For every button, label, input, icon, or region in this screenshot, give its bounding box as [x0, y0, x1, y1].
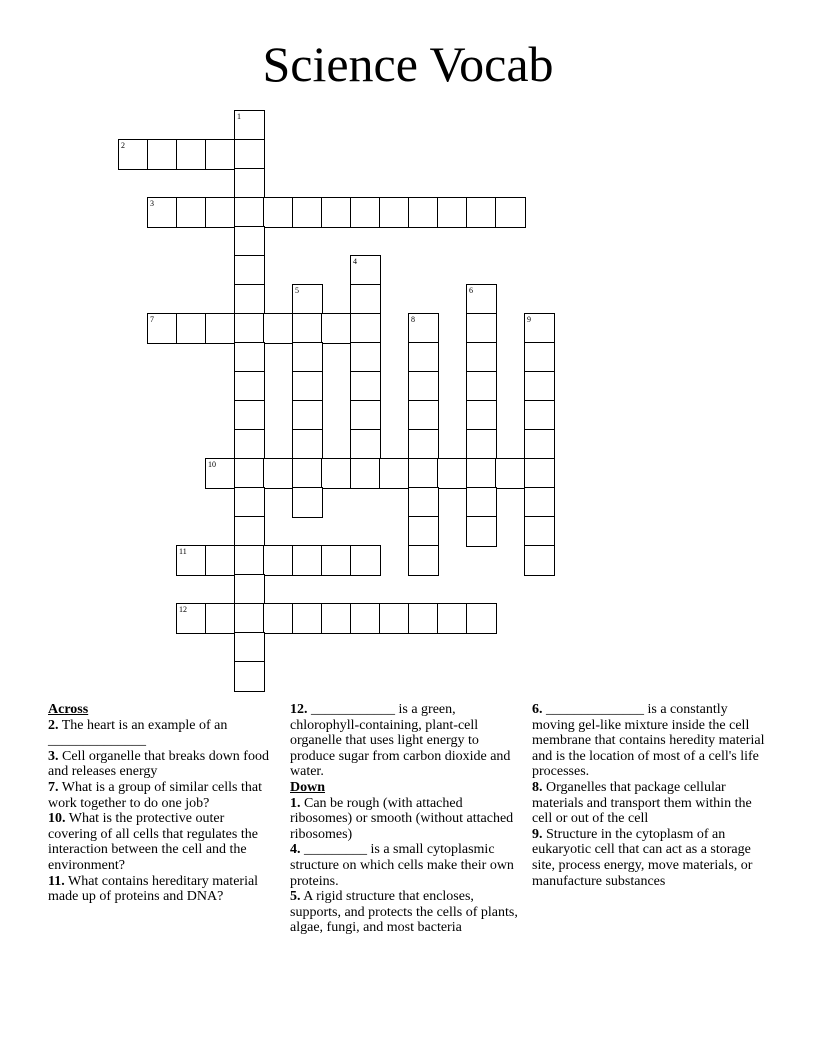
across-clue [48, 718, 276, 749]
grid-cell[interactable] [263, 313, 294, 344]
grid-cell[interactable] [292, 487, 323, 518]
clue-number: 4. [290, 842, 301, 858]
grid-cell[interactable] [205, 458, 236, 489]
grid-cell[interactable] [234, 574, 265, 605]
clue-number: 3. [48, 748, 59, 764]
grid-cell[interactable] [234, 545, 265, 576]
clue-number: 8. [532, 779, 543, 795]
across-clue [48, 780, 276, 811]
grid-cell[interactable] [408, 487, 439, 518]
grid-cell[interactable] [292, 400, 323, 431]
clue-text: Organelles that package cellular materials and transport them within the cell or out of the cell [532, 779, 752, 827]
clue-number: 10. [48, 811, 66, 827]
grid-cell[interactable] [495, 197, 526, 228]
grid-cell[interactable] [234, 110, 265, 141]
grid-cell[interactable] [321, 545, 352, 576]
grid-cell[interactable] [234, 313, 265, 344]
grid-cell[interactable] [408, 400, 439, 431]
clue-text: What contains hereditary material made up of proteins and DNA? [48, 873, 259, 905]
grid-cell[interactable] [466, 458, 497, 489]
clue-text: A rigid structure that encloses, supports, and protects the cells of plants, algae, fungi, and most bacteria [290, 889, 518, 936]
grid-cell[interactable] [263, 603, 294, 634]
grid-cell[interactable] [234, 284, 265, 315]
clue-number-label: 11 [179, 547, 187, 556]
across-clue [48, 874, 276, 905]
grid-cell[interactable] [524, 313, 555, 344]
grid-cell[interactable] [437, 458, 468, 489]
grid-cell[interactable] [495, 458, 526, 489]
grid-cell[interactable] [176, 139, 207, 170]
clue-text: ______________ is a constantly moving gel-like mixture inside the cell membrane that contains heredity material and is the location of most of a cell's life processes. [532, 702, 765, 780]
grid-cell[interactable] [350, 603, 381, 634]
down-clue [290, 842, 526, 889]
grid-cell[interactable] [350, 429, 381, 460]
across-clue [48, 749, 276, 780]
grid-cell[interactable] [234, 661, 265, 692]
down-clue [532, 780, 772, 827]
down-clue [532, 702, 772, 780]
grid-cell[interactable] [466, 603, 497, 634]
grid-cell[interactable] [350, 313, 381, 344]
grid-cell[interactable] [292, 284, 323, 315]
grid-cell[interactable] [292, 371, 323, 402]
grid-cell[interactable] [408, 197, 439, 228]
grid-cell[interactable] [292, 458, 323, 489]
across-clue [290, 702, 526, 780]
grid-cell[interactable] [466, 516, 497, 547]
grid-cell[interactable] [350, 197, 381, 228]
down-clue-list-continued [532, 702, 772, 889]
clue-number-label: 1 [237, 112, 241, 121]
grid-cell[interactable] [234, 139, 265, 170]
grid-cell[interactable] [408, 313, 439, 344]
grid-cell[interactable] [321, 603, 352, 634]
grid-cell[interactable] [379, 458, 410, 489]
grid-cell[interactable] [379, 197, 410, 228]
grid-cell[interactable] [234, 168, 265, 199]
grid-cell[interactable] [321, 313, 352, 344]
clue-text: _________ is a small cytoplasmic structure on which cells make their own proteins. [290, 842, 514, 889]
page-title: Science Vocab [262, 36, 554, 92]
down-clue [290, 796, 526, 843]
down-clue [532, 827, 772, 889]
grid-cell[interactable] [147, 313, 178, 344]
clue-text: Structure in the cytoplasm of an eukaryotic cell that can act as a storage site, process energy, move materials, or manufacture substances [532, 826, 753, 889]
grid-cell[interactable] [234, 429, 265, 460]
grid-cell[interactable] [466, 284, 497, 315]
grid-cell[interactable] [292, 197, 323, 228]
grid-cell[interactable] [524, 342, 555, 373]
grid-cell[interactable] [176, 313, 207, 344]
clues-column-1 [48, 702, 276, 905]
grid-cell[interactable] [234, 603, 265, 634]
grid-cell[interactable] [350, 342, 381, 373]
grid-cell[interactable] [350, 545, 381, 576]
grid-cell[interactable] [379, 603, 410, 634]
grid-cell[interactable] [524, 458, 555, 489]
grid-cell[interactable] [292, 313, 323, 344]
grid-cell[interactable] [466, 429, 497, 460]
clue-number: 9. [532, 826, 543, 842]
grid-cell[interactable] [350, 458, 381, 489]
grid-cell[interactable] [234, 632, 265, 663]
grid-cell[interactable] [118, 139, 149, 170]
grid-cell[interactable] [234, 487, 265, 518]
grid-cell[interactable] [466, 400, 497, 431]
grid-cell[interactable] [408, 603, 439, 634]
grid-cell[interactable] [321, 197, 352, 228]
grid-cell[interactable] [205, 139, 236, 170]
grid-cell[interactable] [234, 400, 265, 431]
grid-cell[interactable] [234, 342, 265, 373]
grid-cell[interactable] [147, 197, 178, 228]
down-header: Down [290, 779, 326, 795]
grid-cell[interactable] [234, 197, 265, 228]
grid-cell[interactable] [437, 197, 468, 228]
clue-number: 2. [48, 717, 59, 733]
grid-cell[interactable] [408, 458, 439, 489]
grid-cell[interactable] [408, 429, 439, 460]
clue-number-label: 6 [469, 286, 473, 295]
grid-cell[interactable] [234, 458, 265, 489]
grid-cell[interactable] [466, 342, 497, 373]
grid-cell[interactable] [408, 516, 439, 547]
grid-cell[interactable] [437, 603, 468, 634]
grid-cell[interactable] [408, 545, 439, 576]
clue-number: 7. [48, 779, 59, 795]
grid-cell[interactable] [466, 371, 497, 402]
clue-number-label: 8 [411, 315, 415, 324]
grid-cell[interactable] [234, 226, 265, 257]
clues-column-2 [290, 702, 526, 936]
clue-number-label: 9 [527, 315, 531, 324]
clue-text: Can be rough (with attached ribosomes) or smooth (without attached ribosomes) [290, 795, 514, 842]
across-clue-list [48, 718, 276, 905]
grid-cell[interactable] [466, 487, 497, 518]
grid-cell[interactable] [408, 371, 439, 402]
grid-cell[interactable] [292, 545, 323, 576]
grid-cell[interactable] [524, 545, 555, 576]
grid-cell[interactable] [234, 371, 265, 402]
clue-number: 6. [532, 702, 543, 717]
grid-cell[interactable] [205, 313, 236, 344]
clue-number-label: 12 [179, 605, 187, 614]
grid-cell[interactable] [176, 603, 207, 634]
clue-number: 11. [48, 873, 65, 889]
clue-text: What is a group of similar cells that work together to do one job? [48, 779, 262, 811]
grid-cell[interactable] [466, 197, 497, 228]
grid-cell[interactable] [408, 342, 439, 373]
grid-cell[interactable] [176, 197, 207, 228]
grid-cell[interactable] [292, 429, 323, 460]
clue-text: ____________ is a green, chlorophyll-containing, plant-cell organelle that uses light energy to produce sugar from carbon dioxide and water. [290, 702, 511, 780]
clue-number: 5. [290, 889, 301, 905]
grid-cell[interactable] [263, 545, 294, 576]
across-clue-list-continued [290, 702, 526, 780]
grid-cell[interactable] [524, 371, 555, 402]
clue-number-label: 2 [121, 141, 125, 150]
grid-cell[interactable] [321, 458, 352, 489]
clue-number: 12. [290, 702, 308, 717]
grid-cell[interactable] [205, 197, 236, 228]
clue-number-label: 10 [208, 460, 216, 469]
grid-cell[interactable] [350, 255, 381, 286]
grid-cell[interactable] [466, 313, 497, 344]
grid-cell[interactable] [524, 400, 555, 431]
grid-cell[interactable] [205, 545, 236, 576]
clue-number-label: 3 [150, 199, 154, 208]
grid-cell[interactable] [350, 400, 381, 431]
clue-number-label: 5 [295, 286, 299, 295]
grid-cell[interactable] [205, 603, 236, 634]
clues-column-3 [532, 702, 772, 889]
grid-cell[interactable] [176, 545, 207, 576]
clue-text: The heart is an example of an ______________ [48, 717, 228, 749]
clue-number-label: 4 [353, 257, 357, 266]
grid-cell[interactable] [263, 197, 294, 228]
grid-cell[interactable] [234, 255, 265, 286]
grid-cell[interactable] [234, 516, 265, 547]
down-clue [290, 889, 526, 936]
grid-cell[interactable] [292, 603, 323, 634]
across-header: Across [48, 702, 89, 717]
clue-number-label: 7 [150, 315, 154, 324]
grid-cell[interactable] [524, 429, 555, 460]
down-clue-list [290, 796, 526, 936]
across-clue [48, 811, 276, 873]
grid-cell[interactable] [350, 284, 381, 315]
clue-text: Cell organelle that breaks down food and releases energy [48, 748, 269, 780]
grid-cell[interactable] [524, 487, 555, 518]
grid-cell[interactable] [147, 139, 178, 170]
clue-number: 1. [290, 795, 301, 811]
grid-cell[interactable] [350, 371, 381, 402]
clue-text: What is the protective outer covering of all cells that regulates the interaction between the cell and the environment? [48, 811, 258, 873]
grid-cell[interactable] [524, 516, 555, 547]
grid-cell[interactable] [263, 458, 294, 489]
grid-cell[interactable] [292, 342, 323, 373]
